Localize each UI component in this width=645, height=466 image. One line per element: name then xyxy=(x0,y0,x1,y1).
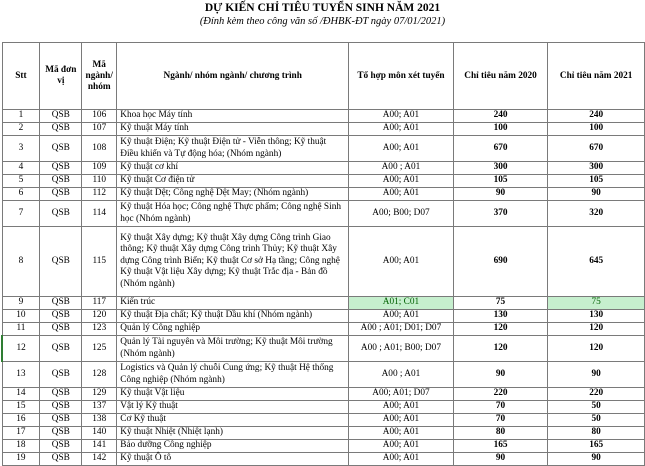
cell-program[interactable]: Kỹ thuật Địa chất; Kỹ thuật Dầu khí (Nhóm ngành) xyxy=(117,310,349,323)
cell-code[interactable]: 114 xyxy=(82,201,117,227)
cell-combo[interactable]: A00; A01 xyxy=(349,401,454,414)
cell-stt[interactable]: 6 xyxy=(2,188,40,201)
table-row[interactable] xyxy=(2,162,645,175)
table-row[interactable] xyxy=(2,440,645,453)
cell-unit[interactable]: QSB xyxy=(40,336,82,362)
cell-program[interactable]: Cơ Kỹ thuật xyxy=(117,414,349,427)
cell-combo[interactable]: A00; B00; D07 xyxy=(349,201,454,227)
cell-stt[interactable]: 1 xyxy=(2,110,40,123)
cell-unit[interactable]: QSB xyxy=(40,227,82,297)
cell-quota-2021-highlighted[interactable]: 75 xyxy=(548,297,645,310)
table-row[interactable] xyxy=(2,201,645,227)
cell-quota-2021[interactable]: 165 xyxy=(548,440,645,453)
cell-unit[interactable]: QSB xyxy=(40,136,82,162)
cell-quota-2021[interactable]: 105 xyxy=(548,175,645,188)
cell-program[interactable]: Kỹ thuật Cơ điện tử xyxy=(117,175,349,188)
cell-code[interactable]: 115 xyxy=(82,227,117,297)
header-program: Ngành/ nhóm ngành/ chương trình xyxy=(117,43,349,110)
table-row[interactable] xyxy=(2,362,645,388)
header-quota-2021: Chỉ tiêu năm 2021 xyxy=(548,43,645,110)
cell-quota-2020[interactable]: 130 xyxy=(453,310,548,323)
cell-combo[interactable]: A00; A01 xyxy=(349,188,454,201)
cell-quota-2020[interactable]: 100 xyxy=(453,123,548,136)
header-quota-2020: Chỉ tiêu năm 2020 xyxy=(453,43,548,110)
cell-combo[interactable]: A00; A01 xyxy=(349,453,454,466)
cell-unit[interactable]: QSB xyxy=(40,427,82,440)
cell-stt[interactable]: 7 xyxy=(2,201,40,227)
cell-stt[interactable]: 16 xyxy=(2,414,40,427)
table-row[interactable] xyxy=(2,401,645,414)
cell-quota-2020[interactable]: 220 xyxy=(453,388,548,401)
cell-combo[interactable]: A00; A01 xyxy=(349,110,454,123)
admission-quota-table xyxy=(1,42,645,466)
cell-stt[interactable]: 11 xyxy=(2,323,40,336)
cell-unit[interactable]: QSB xyxy=(40,310,82,323)
cell-stt[interactable]: 19 xyxy=(2,453,40,466)
cell-quota-2021[interactable]: 220 xyxy=(548,388,645,401)
cell-program[interactable]: Kỹ thuật Hóa học; Công nghệ Thực phẩm; Công nghệ Sinh học (Nhóm ngành) xyxy=(117,201,349,227)
cell-quota-2021[interactable]: 100 xyxy=(548,123,645,136)
header-stt: Stt xyxy=(2,43,40,110)
cell-quota-2020[interactable]: 70 xyxy=(453,414,548,427)
cell-program[interactable]: Kỹ thuật cơ khí xyxy=(117,162,349,175)
cell-unit[interactable]: QSB xyxy=(40,401,82,414)
cell-combo[interactable]: A00; A01 xyxy=(349,123,454,136)
cell-program[interactable]: Kỹ thuật Ô tô xyxy=(117,453,349,466)
cell-quota-2021[interactable]: 120 xyxy=(548,323,645,336)
table-row[interactable] xyxy=(2,188,645,201)
document-title: DỰ KIẾN CHỈ TIÊU TUYỂN SINH NĂM 2021 xyxy=(204,2,441,14)
cell-combo[interactable]: A00; A01 xyxy=(349,227,454,297)
cell-combo[interactable]: A00 ; A01; B00; D07 xyxy=(349,336,454,362)
cell-program[interactable]: Logistics và Quản lý chuỗi Cung ứng; Kỹ thuật Hệ thống Công nghiệp (Nhóm ngành) xyxy=(117,362,349,388)
cell-combo[interactable]: A00; A01 xyxy=(349,440,454,453)
cell-stt[interactable]: 3 xyxy=(2,136,40,162)
table-row[interactable] xyxy=(2,123,645,136)
cell-stt[interactable]: 12 xyxy=(2,336,40,362)
cell-quota-2021[interactable]: 645 xyxy=(548,227,645,297)
cell-stt[interactable]: 2 xyxy=(2,123,40,136)
cell-quota-2021[interactable]: 90 xyxy=(548,188,645,201)
cell-program[interactable]: Khoa học Máy tính xyxy=(117,110,349,123)
cell-program[interactable]: Kỹ thuật Điện; Kỹ thuật Điện tử - Viễn thông; Kỹ thuật Điều khiển và Tự động hóa; (Nhóm ngành) xyxy=(117,136,349,162)
cell-quota-2021[interactable]: 130 xyxy=(548,310,645,323)
cell-program[interactable]: Quản lý Tài nguyên và Môi trường; Kỹ thuật Môi trường (Nhóm ngành) xyxy=(117,336,349,362)
cell-quota-2020[interactable]: 80 xyxy=(453,427,548,440)
cell-program[interactable]: Kỹ thuật Máy tính xyxy=(117,123,349,136)
cell-quota-2020[interactable]: 370 xyxy=(453,201,548,227)
table-row[interactable] xyxy=(2,414,645,427)
cell-unit[interactable]: QSB xyxy=(40,162,82,175)
cell-combo[interactable]: A00; A01; D07 xyxy=(349,388,454,401)
cell-unit[interactable]: QSB xyxy=(40,201,82,227)
cell-quota-2021[interactable]: 90 xyxy=(548,362,645,388)
cell-code[interactable]: 107 xyxy=(82,123,117,136)
cell-quota-2020[interactable]: 165 xyxy=(453,440,548,453)
cell-combo[interactable]: A00 ; A01 xyxy=(349,362,454,388)
cell-program[interactable]: Kỹ thuật Vật liệu xyxy=(117,388,349,401)
cell-code[interactable]: 137 xyxy=(82,401,117,414)
cell-combo[interactable]: A00; A01 xyxy=(349,175,454,188)
cell-quota-2021[interactable]: 90 xyxy=(548,453,645,466)
table-row[interactable] xyxy=(2,323,645,336)
cell-program[interactable]: Kỹ thuật Xây dựng; Kỹ thuật Xây dựng Công trình Giao thông; Kỹ thuật Xây dựng Công trình Thủy; Kỹ thuật Xây dựng Công trình Biển; Kỹ thuật Cơ sở Hạ tầng; Công nghệ Kỹ thuật Vật liệu Xây dựng; Kỹ thuật Trắc địa - Bản đồ (Nhóm ngành) xyxy=(117,227,349,297)
cell-unit[interactable]: QSB xyxy=(40,323,82,336)
cell-code[interactable]: 141 xyxy=(82,440,117,453)
cell-code[interactable]: 123 xyxy=(82,323,117,336)
cell-combo[interactable]: A00 ; A01 xyxy=(349,162,454,175)
header-combo: Tổ hợp môn xét tuyển xyxy=(349,43,454,110)
cell-program[interactable]: Bảo dưỡng Công nghiệp xyxy=(117,440,349,453)
cell-combo[interactable]: A00; A01 xyxy=(349,136,454,162)
cell-stt[interactable]: 9 xyxy=(2,297,40,310)
table-row[interactable] xyxy=(2,136,645,162)
cell-code[interactable]: 129 xyxy=(82,388,117,401)
document-subtitle: (Đính kèm theo công văn số /ĐHBK-ĐT ngày 07/01/2021) xyxy=(199,16,446,27)
cell-unit[interactable]: QSB xyxy=(40,414,82,427)
cell-unit[interactable]: QSB xyxy=(40,110,82,123)
cell-quota-2020[interactable]: 120 xyxy=(453,323,548,336)
cell-quota-2020[interactable]: 240 xyxy=(453,110,548,123)
cell-code[interactable]: 106 xyxy=(82,110,117,123)
table-row[interactable] xyxy=(2,310,645,323)
cell-stt[interactable]: 4 xyxy=(2,162,40,175)
cell-unit[interactable]: QSB xyxy=(40,453,82,466)
cell-quota-2020[interactable]: 300 xyxy=(453,162,548,175)
cell-quota-2021[interactable]: 670 xyxy=(548,136,645,162)
cell-program[interactable]: Kỹ thuật Dệt; Công nghệ Dệt May; (Nhóm ngành) xyxy=(117,188,349,201)
cell-quota-2020[interactable]: 105 xyxy=(453,175,548,188)
cell-code[interactable]: 125 xyxy=(82,336,117,362)
cell-unit[interactable]: QSB xyxy=(40,388,82,401)
table-row[interactable] xyxy=(2,336,645,362)
table-row[interactable] xyxy=(2,297,645,310)
cell-quota-2021[interactable]: 80 xyxy=(548,427,645,440)
cell-quota-2021[interactable]: 50 xyxy=(548,414,645,427)
cell-unit[interactable]: QSB xyxy=(40,297,82,310)
header-unit: Mã đơn vị xyxy=(40,43,82,110)
cell-stt[interactable]: 17 xyxy=(2,427,40,440)
cell-code[interactable]: 142 xyxy=(82,453,117,466)
cell-code[interactable]: 109 xyxy=(82,162,117,175)
cell-stt[interactable]: 13 xyxy=(2,362,40,388)
cell-code[interactable]: 128 xyxy=(82,362,117,388)
cell-quota-2020[interactable]: 75 xyxy=(453,297,548,310)
table-row[interactable] xyxy=(2,453,645,466)
cell-combo[interactable]: A00 ; A01; D01; D07 xyxy=(349,323,454,336)
cell-quota-2021[interactable]: 320 xyxy=(548,201,645,227)
cell-quota-2021[interactable]: 50 xyxy=(548,401,645,414)
cell-quota-2020[interactable]: 690 xyxy=(453,227,548,297)
cell-stt[interactable]: 5 xyxy=(2,175,40,188)
cell-unit[interactable]: QSB xyxy=(40,175,82,188)
cell-quota-2021[interactable]: 240 xyxy=(548,110,645,123)
cell-code[interactable]: 120 xyxy=(82,310,117,323)
cell-unit[interactable]: QSB xyxy=(40,362,82,388)
cell-code[interactable]: 110 xyxy=(82,175,117,188)
table-row[interactable] xyxy=(2,227,645,297)
table-row[interactable] xyxy=(2,110,645,123)
cell-program[interactable]: Quản lý Công nghiệp xyxy=(117,323,349,336)
cell-quota-2021[interactable]: 300 xyxy=(548,162,645,175)
cell-unit[interactable]: QSB xyxy=(40,123,82,136)
cell-quota-2020[interactable]: 90 xyxy=(453,362,548,388)
cell-unit[interactable]: QSB xyxy=(40,188,82,201)
cell-program[interactable]: Kiến trúc xyxy=(117,297,349,310)
cell-quota-2020[interactable]: 120 xyxy=(453,336,548,362)
cell-code[interactable]: 112 xyxy=(82,188,117,201)
cell-quota-2020[interactable]: 90 xyxy=(453,188,548,201)
table-row[interactable] xyxy=(2,175,645,188)
cell-combo[interactable]: A00; A01 xyxy=(349,427,454,440)
cell-combo[interactable]: A00; A01 xyxy=(349,414,454,427)
cell-quota-2020[interactable]: 670 xyxy=(453,136,548,162)
cell-stt[interactable]: 8 xyxy=(2,227,40,297)
cell-code[interactable]: 108 xyxy=(82,136,117,162)
cell-stt[interactable]: 10 xyxy=(2,310,40,323)
cell-stt[interactable]: 18 xyxy=(2,440,40,453)
cell-quota-2020[interactable]: 90 xyxy=(453,453,548,466)
cell-stt[interactable]: 14 xyxy=(2,388,40,401)
cell-unit[interactable]: QSB xyxy=(40,440,82,453)
cell-code[interactable]: 138 xyxy=(82,414,117,427)
header-row xyxy=(2,43,645,110)
cell-program[interactable]: Vật lý Kỹ thuật xyxy=(117,401,349,414)
header-code: Mã ngành/ nhóm xyxy=(82,43,117,110)
table-row[interactable] xyxy=(2,388,645,401)
cell-stt[interactable]: 15 xyxy=(2,401,40,414)
cell-quota-2020[interactable]: 70 xyxy=(453,401,548,414)
cell-program[interactable]: Kỹ thuật Nhiệt (Nhiệt lạnh) xyxy=(117,427,349,440)
cell-quota-2021[interactable]: 120 xyxy=(548,336,645,362)
cell-code[interactable]: 140 xyxy=(82,427,117,440)
cell-code[interactable]: 117 xyxy=(82,297,117,310)
cell-combo-highlighted[interactable]: A01; C01 xyxy=(349,297,454,310)
cell-combo[interactable]: A00; A01 xyxy=(349,310,454,323)
table-row[interactable] xyxy=(2,427,645,440)
